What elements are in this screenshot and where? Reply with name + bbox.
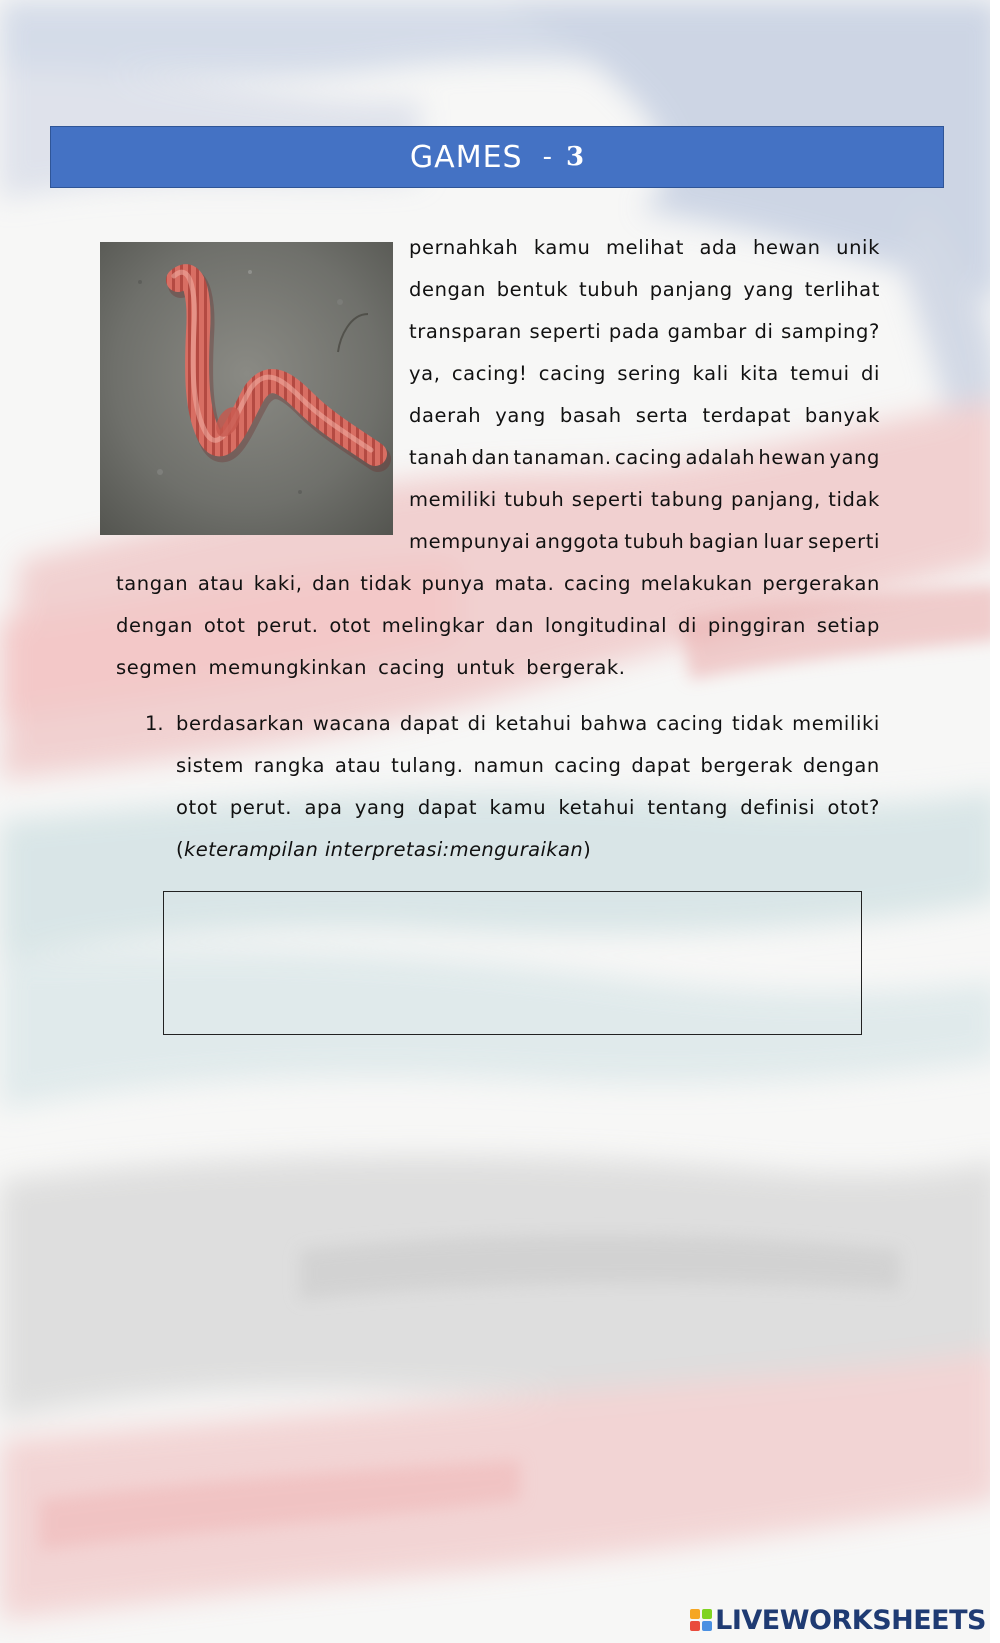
liveworksheets-brand xyxy=(690,1603,986,1637)
word: untuk xyxy=(456,656,516,679)
logo-square xyxy=(690,1609,700,1619)
word: bagian xyxy=(688,530,759,553)
story-line xyxy=(409,269,880,311)
word: ya, xyxy=(409,362,441,385)
logo-square xyxy=(702,1609,712,1619)
question-1 xyxy=(140,703,880,871)
word: cacing xyxy=(554,754,622,777)
word: wacana xyxy=(312,712,392,735)
word: punya xyxy=(421,572,486,595)
word: setiap xyxy=(816,614,880,637)
word: cacing xyxy=(656,712,724,735)
word: dan xyxy=(495,614,535,637)
word: dengan xyxy=(409,278,487,301)
question-line xyxy=(176,703,880,745)
word: otot? xyxy=(827,796,880,819)
word: cacing xyxy=(614,446,683,469)
story-line xyxy=(409,227,880,269)
hint-text: keterampilan interpretasi:menguraikan xyxy=(184,838,584,861)
word: melihat xyxy=(606,236,684,259)
word: tidak xyxy=(731,712,784,735)
word: otot xyxy=(203,614,246,637)
word: di xyxy=(467,712,487,735)
header-title: GAMES xyxy=(409,139,523,175)
question-line xyxy=(176,787,880,829)
word: otot xyxy=(176,796,218,819)
header-number: 3 xyxy=(565,142,585,172)
word: bergerak xyxy=(700,754,794,777)
story-line xyxy=(409,311,880,353)
story-line xyxy=(409,479,880,521)
answer-input-box[interactable] xyxy=(163,891,862,1035)
word: ketahui xyxy=(558,796,636,819)
word: tanaman. xyxy=(513,446,612,469)
word: seperti xyxy=(571,488,644,511)
word: seperti xyxy=(808,530,880,553)
word: memiliki xyxy=(792,712,880,735)
word: anggota xyxy=(534,530,620,553)
header-separator: - xyxy=(542,142,552,172)
question-line xyxy=(176,745,880,787)
word: luar xyxy=(763,530,804,553)
logo-square xyxy=(702,1621,712,1631)
word: sistem xyxy=(176,754,244,777)
question-hint xyxy=(176,829,880,871)
word: tubuh xyxy=(504,488,565,511)
word: pernahkah xyxy=(409,236,519,259)
word: namun xyxy=(473,754,545,777)
word: cacing xyxy=(563,572,632,595)
word: perut. xyxy=(229,796,293,819)
story-line xyxy=(409,437,880,479)
word: basah xyxy=(559,404,622,427)
word: kali xyxy=(692,362,729,385)
word: di xyxy=(754,320,774,343)
word: dapat xyxy=(417,796,478,819)
word: unik xyxy=(836,236,880,259)
games-header xyxy=(50,126,944,188)
word: sering xyxy=(617,362,682,385)
word: di xyxy=(860,362,880,385)
word: tanah xyxy=(409,446,469,469)
word: yang xyxy=(829,446,880,469)
word: dengan xyxy=(802,754,880,777)
word: mata. xyxy=(494,572,555,595)
word: tabung xyxy=(650,488,724,511)
story-line xyxy=(116,563,880,605)
word: memungkinkan xyxy=(208,656,368,679)
hint-close-paren: ) xyxy=(583,838,592,861)
word: panjang xyxy=(649,278,733,301)
word: tangan xyxy=(116,572,189,595)
word: temui xyxy=(790,362,850,385)
word: cacing xyxy=(538,362,606,385)
word: longitudinal xyxy=(544,614,668,637)
word: terlihat xyxy=(804,278,880,301)
word: samping? xyxy=(781,320,880,343)
word: kaki, xyxy=(253,572,303,595)
story-line xyxy=(409,353,880,395)
word: ada xyxy=(699,236,738,259)
word: tubuh xyxy=(578,278,640,301)
word: cacing xyxy=(378,656,446,679)
word: cacing! xyxy=(451,362,528,385)
word: berdasarkan xyxy=(176,712,305,735)
word: kamu xyxy=(533,236,591,259)
word: serta xyxy=(635,404,689,427)
word: atau xyxy=(334,754,382,777)
word: bentuk xyxy=(496,278,569,301)
word: adalah xyxy=(685,446,756,469)
word: tentang xyxy=(647,796,728,819)
word: atau xyxy=(197,572,245,595)
word: pinggiran xyxy=(707,614,806,637)
word: dengan xyxy=(116,614,194,637)
word: mempunyai xyxy=(409,530,531,553)
word: tulang. xyxy=(391,754,464,777)
word: yang xyxy=(354,796,406,819)
word: tidak xyxy=(360,572,412,595)
right-edge-strip xyxy=(990,0,1000,1643)
logo-square xyxy=(690,1621,700,1631)
word: bahwa xyxy=(580,712,648,735)
word: pergerakan xyxy=(762,572,880,595)
word: ketahui xyxy=(495,712,572,735)
story-line xyxy=(116,647,880,689)
word: rangka xyxy=(253,754,326,777)
word: terdapat xyxy=(702,404,791,427)
word: gambar xyxy=(667,320,747,343)
word: pada xyxy=(608,320,660,343)
story-line xyxy=(116,605,880,647)
word: apa xyxy=(304,796,343,819)
word: otot xyxy=(329,614,371,637)
word: hewan xyxy=(758,446,827,469)
word: dapat xyxy=(631,754,691,777)
word: definisi xyxy=(740,796,816,819)
word: hewan xyxy=(753,236,821,259)
word: perut. xyxy=(256,614,319,637)
liveworksheets-logo-icon xyxy=(690,1609,712,1631)
word: banyak xyxy=(804,404,880,427)
word: melingkar xyxy=(381,614,485,637)
question-number: 1. xyxy=(145,712,164,735)
word: yang xyxy=(743,278,795,301)
word: melakukan xyxy=(640,572,753,595)
word: dapat xyxy=(399,712,460,735)
word: daerah xyxy=(409,404,482,427)
word: tubuh xyxy=(624,530,685,553)
word: seperti xyxy=(529,320,602,343)
hint-open-paren: ( xyxy=(176,838,185,861)
word: kamu xyxy=(489,796,547,819)
word: memiliki xyxy=(409,488,497,511)
story-line xyxy=(409,521,880,563)
word: di xyxy=(678,614,697,637)
word: tidak xyxy=(828,488,880,511)
question-text xyxy=(176,703,880,829)
word: panjang, xyxy=(731,488,821,511)
word: bergerak. xyxy=(526,656,626,679)
word: dan xyxy=(312,572,351,595)
word: segmen xyxy=(116,656,198,679)
word: yang xyxy=(495,404,546,427)
story-line xyxy=(409,395,880,437)
word: dan xyxy=(471,446,511,469)
word: kita xyxy=(740,362,779,385)
story-text xyxy=(116,227,880,689)
word: transparan xyxy=(409,320,522,343)
brand-name: LIVEWORKSHEETS xyxy=(715,1604,986,1636)
